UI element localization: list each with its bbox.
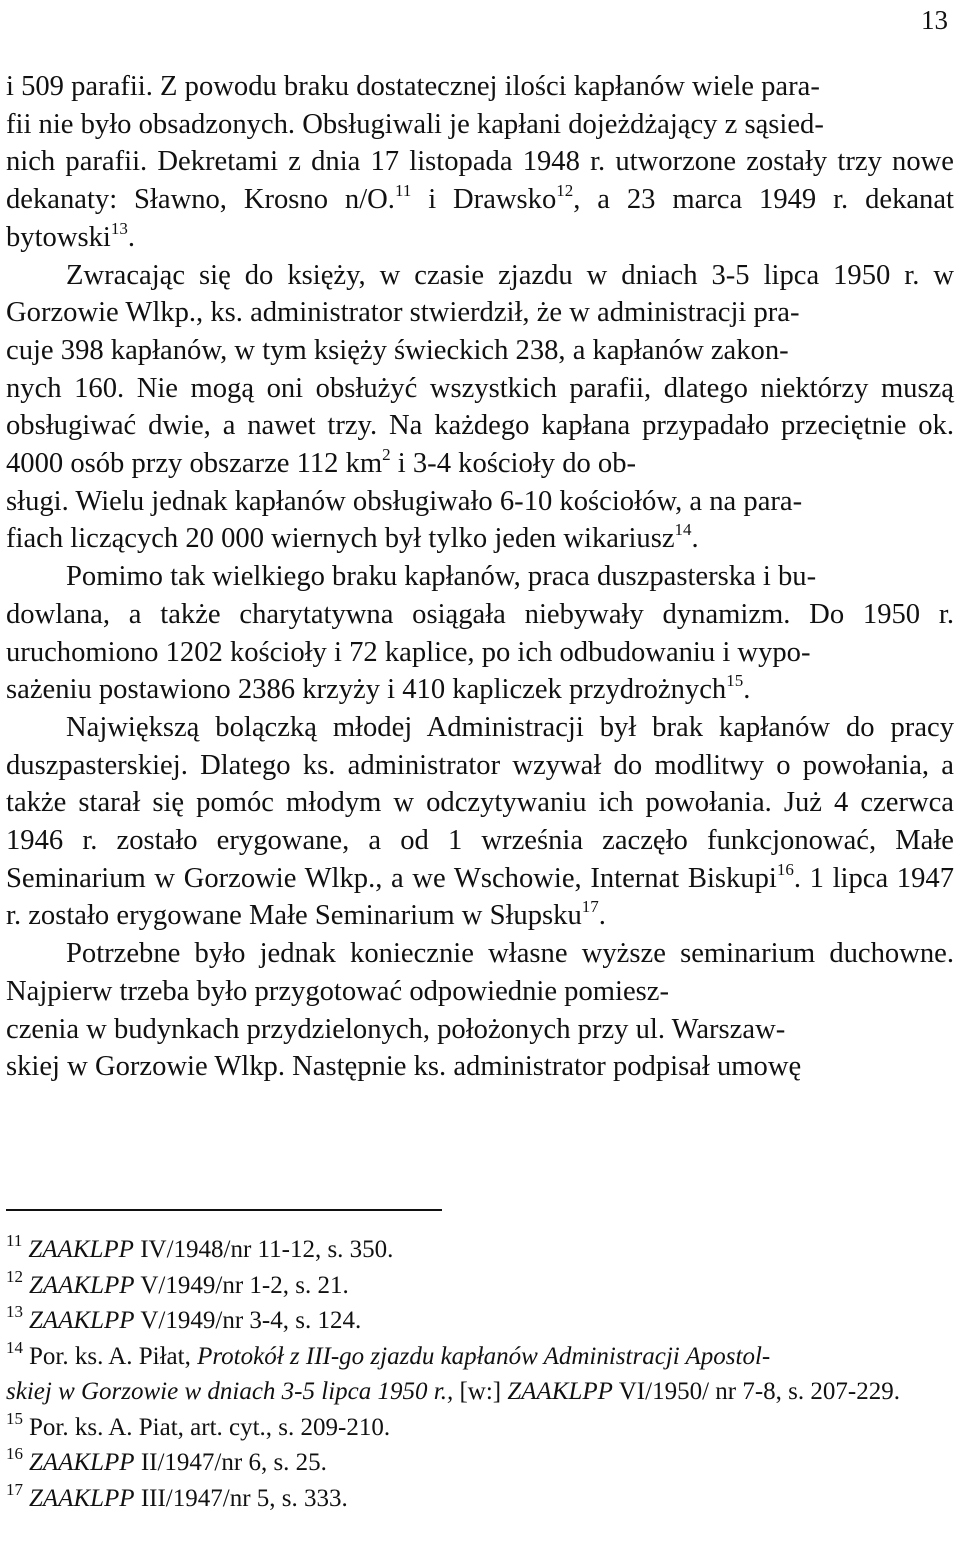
paragraph	[6, 935, 954, 1086]
footnote-ref: 15	[726, 671, 744, 691]
text-run: skiej w Gorzowie Wlkp. Następnie ks. administrator podpisał umowę	[6, 1051, 802, 1083]
text-run: nich parafii. Dekretami z dnia 17 listopada 1948 r. utworzone zostały trzy nowe dekanaty: Sławno, Krosno n/O.	[6, 146, 954, 216]
italic-text: ZAAKLPP	[29, 1307, 135, 1334]
footnote-ref: 2	[382, 445, 391, 465]
text-run: .	[691, 523, 699, 555]
text-run: nych 160. Nie mogą oni obsłużyć wszystkich parafii, dlatego niektórzy muszą obsługiwać dwie, a nawet trzy. Na każdego kapłana przypadało przeciętnie ok. 4000 osób przy obszarze 112 km	[6, 372, 954, 480]
footnote-ref: 17	[581, 897, 599, 917]
text-run: VI/1950/ nr 7-8, s. 207-229.	[612, 1378, 900, 1405]
footnote	[6, 1303, 954, 1339]
text-run: .	[598, 900, 606, 932]
text-run: dowlana, a także charytatywna osiągała niebywały dynamizm. Do 1950 r. uruchomiono 1202 kościoły i 72 kaplice, po ich odbudowaniu i wypo-	[6, 598, 954, 668]
text-run: czenia w budynkach przydzielonych, położonych przy ul. Warszaw-	[6, 1013, 786, 1045]
footnote-ref: 13	[110, 218, 128, 238]
body-text	[6, 68, 954, 1086]
footnote	[6, 1445, 954, 1481]
text-run: Potrzebne było jednak koniecznie własne wyższe seminarium duchowne. Najpierw trzeba było przygotować odpowiednie pomiesz-	[6, 938, 954, 1007]
text-run: fiach liczących 20 000 wiernych był tylko jeden wikariusz	[6, 523, 675, 555]
footnote	[6, 1481, 954, 1517]
text-run: sażeniu postawiono 2386 krzyży i 410 kapliczek przydrożnych	[6, 674, 727, 706]
italic-text: Protokół z III-go zjazdu kapłanów Administracji Apostol-	[197, 1342, 771, 1370]
text-run: Pomimo tak wielkiego braku kapłanów, praca duszpasterska i bu-	[66, 561, 817, 593]
footnote-number: 13	[6, 1302, 23, 1321]
footnote-ref: 11	[394, 181, 412, 201]
footnote-separator	[6, 1209, 442, 1211]
text-run: .	[743, 674, 751, 706]
page-number: 13	[921, 5, 948, 35]
footnote-ref: 12	[556, 181, 574, 201]
footnote-number: 15	[6, 1408, 23, 1428]
text-run: sługi. Wielu jednak kapłanów obsługiwało 6-10 kościołów, a na para-	[6, 485, 803, 517]
text-run: IV/1948/nr 11-12, s. 350.	[133, 1236, 394, 1263]
text-run: III/1947/nr 5, s. 333.	[134, 1484, 348, 1512]
footnote-number: 14	[6, 1337, 23, 1357]
italic-text: ZAAKLPP	[29, 1449, 135, 1476]
text-run: . 1 lipca 1947 r. zostało erygowane Małe Seminarium w Słupsku	[6, 862, 954, 932]
text-run: V/1949/nr 3-4, s. 124.	[134, 1307, 362, 1334]
footnote-ref: 16	[776, 859, 794, 879]
paragraph	[6, 709, 954, 935]
footnote-ref: 14	[674, 520, 692, 540]
text-run: V/1949/nr 1-2, s. 21.	[134, 1271, 349, 1299]
footnote	[6, 1268, 954, 1304]
paragraph	[6, 257, 954, 559]
italic-text: ZAAKLPP	[507, 1378, 613, 1405]
footnote	[6, 1339, 954, 1410]
text-run: [w:]	[453, 1378, 508, 1405]
italic-text: ZAAKLPP	[28, 1236, 134, 1263]
paragraph	[6, 558, 954, 709]
text-run: II/1947/nr 6, s. 25.	[134, 1449, 327, 1476]
footnotes	[6, 1232, 954, 1516]
text-run: .	[127, 221, 136, 253]
footnote-number: 11	[6, 1231, 23, 1250]
text-run: Por. ks. A. Piłat,	[29, 1342, 198, 1370]
text-run: i 3-4 kościoły do ob-	[390, 448, 637, 480]
paragraph	[6, 68, 954, 257]
footnote-number: 12	[6, 1266, 23, 1286]
italic-text: ZAAKLPP	[29, 1271, 135, 1299]
text-run: fii nie było obsadzonych. Obsługiwali je kapłani dojeżdżający z sąsied-	[6, 108, 824, 140]
footnote	[6, 1232, 954, 1268]
text-run: Największą bolączką młodej Administracji był brak kapłanów do pracy duszpasterskiej. Dlatego ks. administrator wzywał do modlitwy o powołania, a także starał się pomóc młodym w odczytywaniu ich powołania. Już 4 czerwca 1946 r. zostało erygowane, a od 1 września zaczęło funkcjonować, Małe Seminarium w Gorzowie Wlkp., a we Wschowie, Internat Biskupi	[6, 711, 954, 894]
text-run: cuje 398 kapłanów, w tym księży świeckich 238, a kapłanów zakon-	[6, 334, 789, 366]
text-run: , a 23 marca 1949 r. dekanat bytowski	[6, 184, 954, 253]
footnote	[6, 1410, 954, 1446]
italic-text: ZAAKLPP	[29, 1484, 135, 1512]
footnote-number: 17	[6, 1479, 23, 1499]
italic-text: skiej w Gorzowie w dniach 3-5 lipca 1950 r.,	[6, 1378, 454, 1405]
text-run: i Drawsko	[411, 184, 557, 216]
text-run: Zwracając się do księży, w czasie zjazdu w dniach 3-5 lipca 1950 r. w Gorzowie Wlkp., ks. administrator stwierdził, że w administracji pra-	[6, 259, 954, 329]
footnote-number: 16	[6, 1444, 23, 1463]
text-run: Por. ks. A. Piat, art. cyt., s. 209-210.	[29, 1413, 391, 1441]
text-run: i 509 parafii. Z powodu braku dostatecznej ilości kapłanów wiele para-	[6, 71, 820, 102]
